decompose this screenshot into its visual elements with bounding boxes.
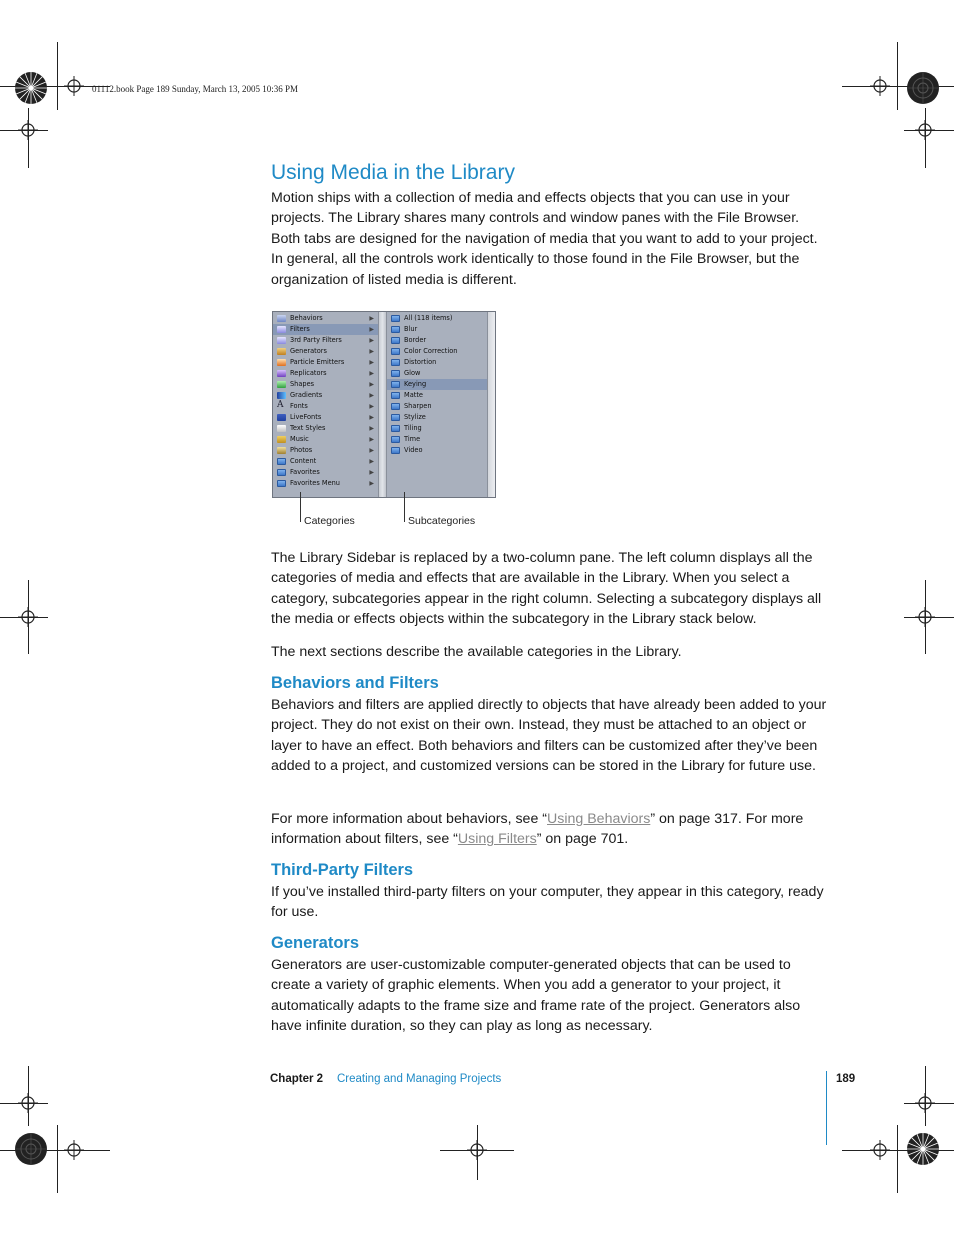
disclosure-arrow-icon: ▶ [369,403,374,410]
registration-target-icon [915,607,935,627]
list-item[interactable] [273,335,378,346]
disclosure-arrow-icon: ▶ [369,315,374,322]
registration-target-icon [870,76,890,96]
page-title: Using Media in the Library [271,161,515,184]
list-item[interactable] [387,390,487,401]
third-party-paragraph: If you’ve installed third-party filters on your computer, they appear in this category, ready for use. [271,884,824,921]
list-item-label: 3rd Party Filters [290,336,342,344]
list-item[interactable] [273,324,378,335]
disclosure-arrow-icon: ▶ [369,436,374,443]
starburst-mark-icon [906,1132,940,1166]
column-divider [378,312,387,498]
list-item[interactable] [387,324,487,335]
list-item[interactable] [387,445,487,456]
list-item[interactable] [273,412,378,423]
list-item[interactable] [273,423,378,434]
list-item-label: Photos [290,446,313,454]
list-item-label: Glow [404,369,421,377]
intro-paragraph: Motion ships with a collection of media and effects objects that you can use in your projects. The Library shares many controls and window panes with the File Browser. Both tabs are designed for the navigation of media that you want to add to your project. In general, all the controls work identically to those found in the File Browser, but the organization of listed media is different. [271,190,818,288]
font-icon: A [277,400,284,410]
list-item[interactable] [387,423,487,434]
particle-icon [277,359,286,366]
list-item-label: Favorites [290,468,320,476]
list-item[interactable] [387,368,487,379]
folder-icon [391,315,400,322]
footer-chapter-title: Creating and Managing Projects [337,1073,502,1085]
list-item[interactable] [273,379,378,390]
folder-icon [391,425,400,432]
list-item[interactable] [273,357,378,368]
photos-icon [277,447,286,454]
list-item[interactable] [273,368,378,379]
list-item-label: Music [290,435,309,443]
list-item-label: Stylize [404,413,426,421]
list-item-label: Distortion [404,358,437,366]
list-item-label: Fonts [290,402,308,410]
list-item[interactable] [387,357,487,368]
registration-target-icon [18,1093,38,1113]
disclosure-arrow-icon: ▶ [369,326,374,333]
callout-line-subcategories [404,492,405,522]
print-slug: 01112.book Page 189 Sunday, March 13, 2005 10:36 PM [92,84,298,94]
registration-target-icon [64,1140,84,1160]
list-item[interactable] [387,412,487,423]
list-item[interactable] [387,379,487,390]
list-item[interactable] [273,478,378,489]
starburst-mark-icon [14,71,48,105]
registration-target-icon [18,607,38,627]
registration-target-icon [870,1140,890,1160]
list-item-label: Content [290,457,317,465]
list-item-label: Behaviors [290,314,323,322]
disclosure-arrow-icon: ▶ [369,447,374,454]
scrollbar[interactable] [487,312,495,498]
disclosure-arrow-icon: ▶ [369,370,374,377]
folder-icon [391,414,400,421]
footer-chapter: Chapter 2 [270,1073,324,1085]
subcategories-column [387,312,487,498]
disclosure-arrow-icon: ▶ [369,359,374,366]
list-item[interactable] [387,346,487,357]
registration-target-icon [915,1093,935,1113]
callout-subcategories: Subcategories [408,515,476,527]
folder-icon [391,337,400,344]
list-item-label: All (118 items) [404,314,453,322]
list-item-label: Replicators [290,369,327,377]
disclosure-arrow-icon: ▶ [369,392,374,399]
list-item-label: Text Styles [290,424,326,432]
replicator-icon [277,370,286,377]
next-sections-paragraph: The next sections describe the available categories in the Library. [271,644,682,660]
crop-line [897,1125,898,1193]
filters-icon [277,326,286,333]
list-item-label: Tiling [404,424,422,432]
generators-icon [277,348,286,355]
library-pane-screenshot [272,311,496,498]
disclosure-arrow-icon: ▶ [369,414,374,421]
list-item-label: Generators [290,347,327,355]
list-item[interactable] [387,401,487,412]
behaviors-paragraph: Behaviors and filters are applied directly to objects that have already been added to your project. They do not exist on their own. Instead, they must be attached to an object or layer to have an effect. Both behaviors and filters can be customized after they’ve been added to a project, and customized versions can be stored in the Library for future use. [271,697,827,775]
disclosure-arrow-icon: ▶ [369,469,374,476]
heading-third-party-filters: Third-Party Filters [271,861,414,879]
more-info-paragraph [271,809,831,850]
folder-icon [391,381,400,388]
folder-icon [391,348,400,355]
behaviors-icon [277,315,286,322]
list-item[interactable] [387,313,487,324]
list-item[interactable] [273,313,378,324]
folder-icon [391,436,400,443]
registration-target-icon [915,120,935,140]
link-using-behaviors[interactable]: Using Behaviors [547,811,651,827]
list-item[interactable] [273,456,378,467]
disclosure-arrow-icon: ▶ [369,458,374,465]
heading-behaviors-filters: Behaviors and Filters [271,674,439,692]
folder-icon [391,447,400,454]
list-item[interactable] [273,434,378,445]
list-item-label: Gradients [290,391,323,399]
list-item[interactable] [273,390,378,401]
disclosure-arrow-icon: ▶ [369,381,374,388]
list-item-label: Shapes [290,380,315,388]
crop-line [57,1125,58,1193]
gradient-icon [277,392,286,399]
page-number: 189 [836,1073,856,1085]
list-item-label: LiveFonts [290,413,322,421]
list-item[interactable] [387,434,487,445]
folder-icon [391,370,400,377]
more-info-text: ” on page 701. [536,831,629,848]
disclosure-arrow-icon: ▶ [369,348,374,355]
list-item[interactable] [273,467,378,478]
list-item-label: Sharpen [404,402,432,410]
folder-icon [391,326,400,333]
list-item-label: Matte [404,391,423,399]
list-item[interactable] [273,401,378,412]
sidebar-paragraph: The Library Sidebar is replaced by a two-column pane. The left column displays all the categories of media and effects that are available in the Library. When you select a category, subcategories appear in the right column. Selecting a subcategory displays all the media or effects objects within the subcategory in the Library stack below. [271,550,822,628]
text-style-icon [277,425,286,432]
registration-target-icon [18,120,38,140]
crop-line [57,42,58,110]
folder-icon [391,403,400,410]
list-item-label: Keying [404,380,427,388]
disclosure-arrow-icon: ▶ [369,337,374,344]
list-item-label: Particle Emitters [290,358,345,366]
shapes-icon [277,381,286,388]
disclosure-arrow-icon: ▶ [369,425,374,432]
list-item[interactable] [387,335,487,346]
heading-generators: Generators [271,934,360,952]
music-icon [277,436,286,443]
starburst-mark-icon [906,71,940,105]
more-info-text: For more information about behaviors, see “ [271,811,547,827]
folder-icon [391,392,400,399]
more-info-text: ” on page 317. For more information about filters, see “ [271,811,804,848]
link-using-filters[interactable]: Using Filters [457,831,537,848]
registration-target-icon [467,1140,487,1160]
livefont-icon [277,414,286,421]
list-item-label: Video [404,446,423,454]
generators-paragraph: Generators are user-customizable computer-generated objects that can be used to create a variety of graphic elements. When you add a generator to your project, it automatically adapts to the frame size and frame rate of the project. Generators also have infinite duration, so they can play as long as necessary. [271,957,801,1035]
folder-icon [277,469,286,476]
folder-icon [277,480,286,487]
starburst-mark-icon [14,1132,48,1166]
list-item[interactable] [273,445,378,456]
list-item-label: Time [404,435,421,443]
list-item-label: Favorites Menu [290,479,340,487]
filters-icon [277,337,286,344]
disclosure-arrow-icon: ▶ [369,480,374,487]
list-item-label: Color Correction [404,347,458,355]
footer-rule [826,1071,827,1145]
list-item[interactable] [273,346,378,357]
callout-line-categories [300,492,301,522]
list-item-label: Filters [290,325,310,333]
categories-column [273,312,378,498]
folder-icon [391,359,400,366]
crop-line [897,42,898,110]
folder-icon [277,458,286,465]
registration-target-icon [64,76,84,96]
list-item-label: Blur [404,325,418,333]
list-item-label: Border [404,336,427,344]
callout-categories: Categories [304,515,355,527]
